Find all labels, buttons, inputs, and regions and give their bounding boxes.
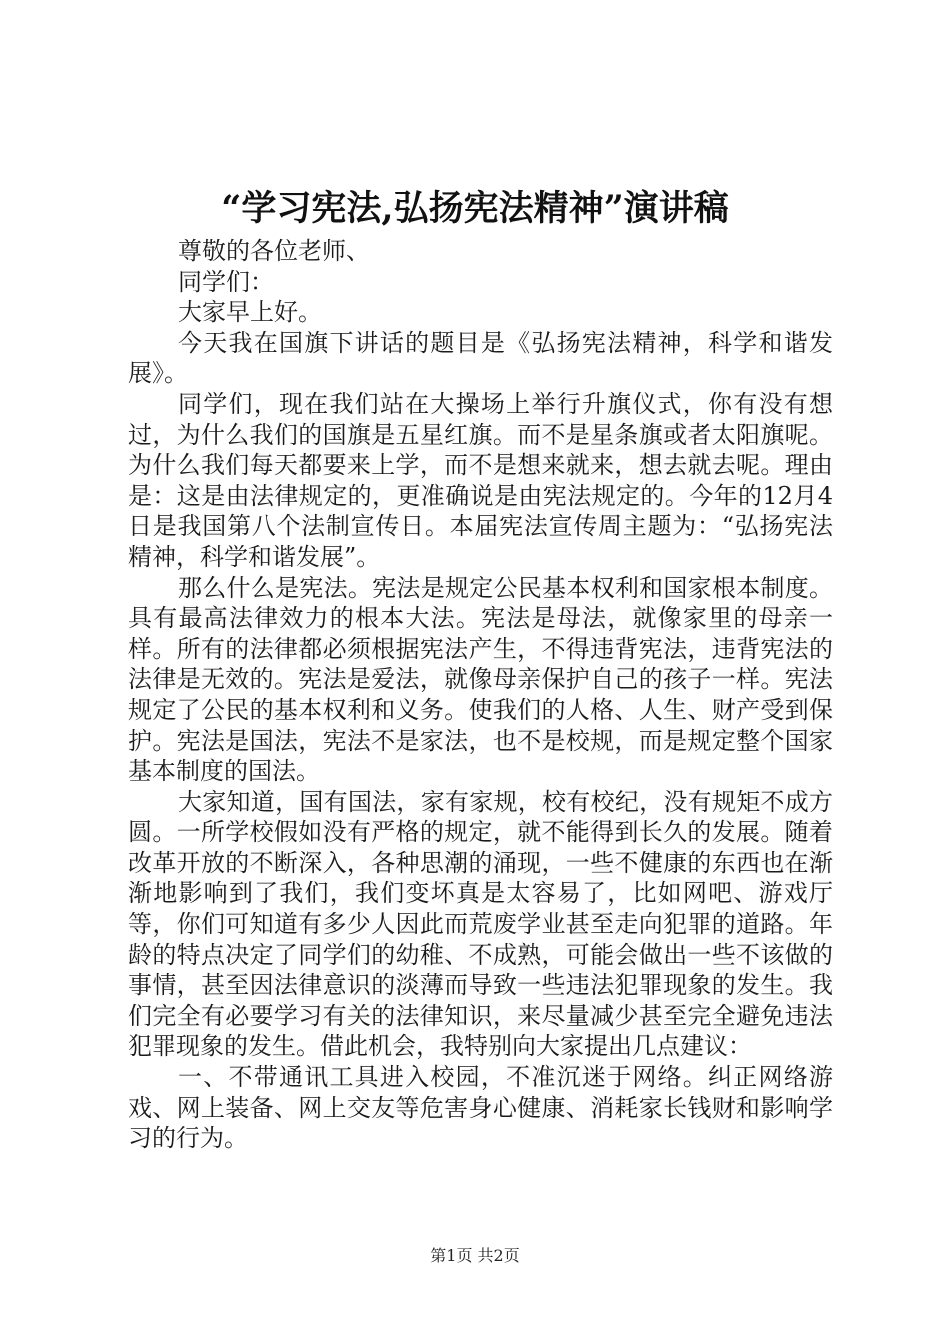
paragraph-flag: 同学们，现在我们站在大操场上举行升旗仪式，你有没有想过，为什么我们的国旗是五星红旗。而不是星条旗或者太阳旗呢。为什么我们每天都要来上学，而不是想来就来，想去就去呢。理由是：这是由法律规定的，更准确说是由宪法规定的。今年的12月4日是我国第八个法制宣传日。本届宪法宣传周主题为：“弘扬宪法精神，科学和谐发展”。 bbox=[128, 389, 833, 571]
document-body bbox=[128, 236, 833, 1154]
document-title: “学习宪法,弘扬宪法精神”演讲稿 bbox=[221, 188, 729, 229]
paragraph-topic: 今天我在国旗下讲话的题目是《弘扬宪法精神，科学和谐发展》。 bbox=[128, 328, 833, 388]
paragraph-rules: 大家知道，国有国法，家有家规，校有校纪，没有规矩不成方圆。一所学校假如没有严格的规定，就不能得到长久的发展。随着改革开放的不断深入，各种思潮的涌现，一些不健康的东西也在渐渐地影响到了我们，我们变坏真是太容易了，比如网吧、游戏厅等，你们可知道有多少人因此而荒废学业甚至走向犯罪的道路。年龄的特点决定了同学们的幼稚、不成熟，可能会做出一些不该做的事情，甚至因法律意识的淡薄而导致一些违法犯罪现象的发生。我们完全有必要学习有关的法律知识，来尽量减少甚至完全避免违法犯罪现象的发生。借此机会，我特别向大家提出几点建议： bbox=[128, 787, 833, 1061]
paragraph-greeting: 大家早上好。 bbox=[178, 298, 322, 327]
page-footer: 第1页 共2页 bbox=[430, 1246, 520, 1265]
paragraph-salutation-2: 同学们： bbox=[178, 267, 274, 296]
paragraph-salutation-1: 尊敬的各位老师、 bbox=[178, 237, 370, 265]
paragraph-suggestion-1: 一、不带通讯工具进入校园，不准沉迷于网络。纠正网络游戏、网上装备、网上交友等危害身心健康、消耗家长钱财和影响学习的行为。 bbox=[128, 1063, 833, 1153]
paragraph-constitution: 那么什么是宪法。宪法是规定公民基本权利和国家根本制度。具有最高法律效力的根本大法。宪法是母法，就像家里的母亲一样。所有的法律都必须根据宪法产生，不得违背宪法，违背宪法的法律是无效的。宪法是爱法，就像母亲保护自己的孩子一样。宪法规定了公民的基本权利和义务。使我们的人格、人生、财产受到保护。宪法是国法，宪法不是家法，也不是校规，而是规定整个国家基本制度的国法。 bbox=[128, 573, 833, 786]
